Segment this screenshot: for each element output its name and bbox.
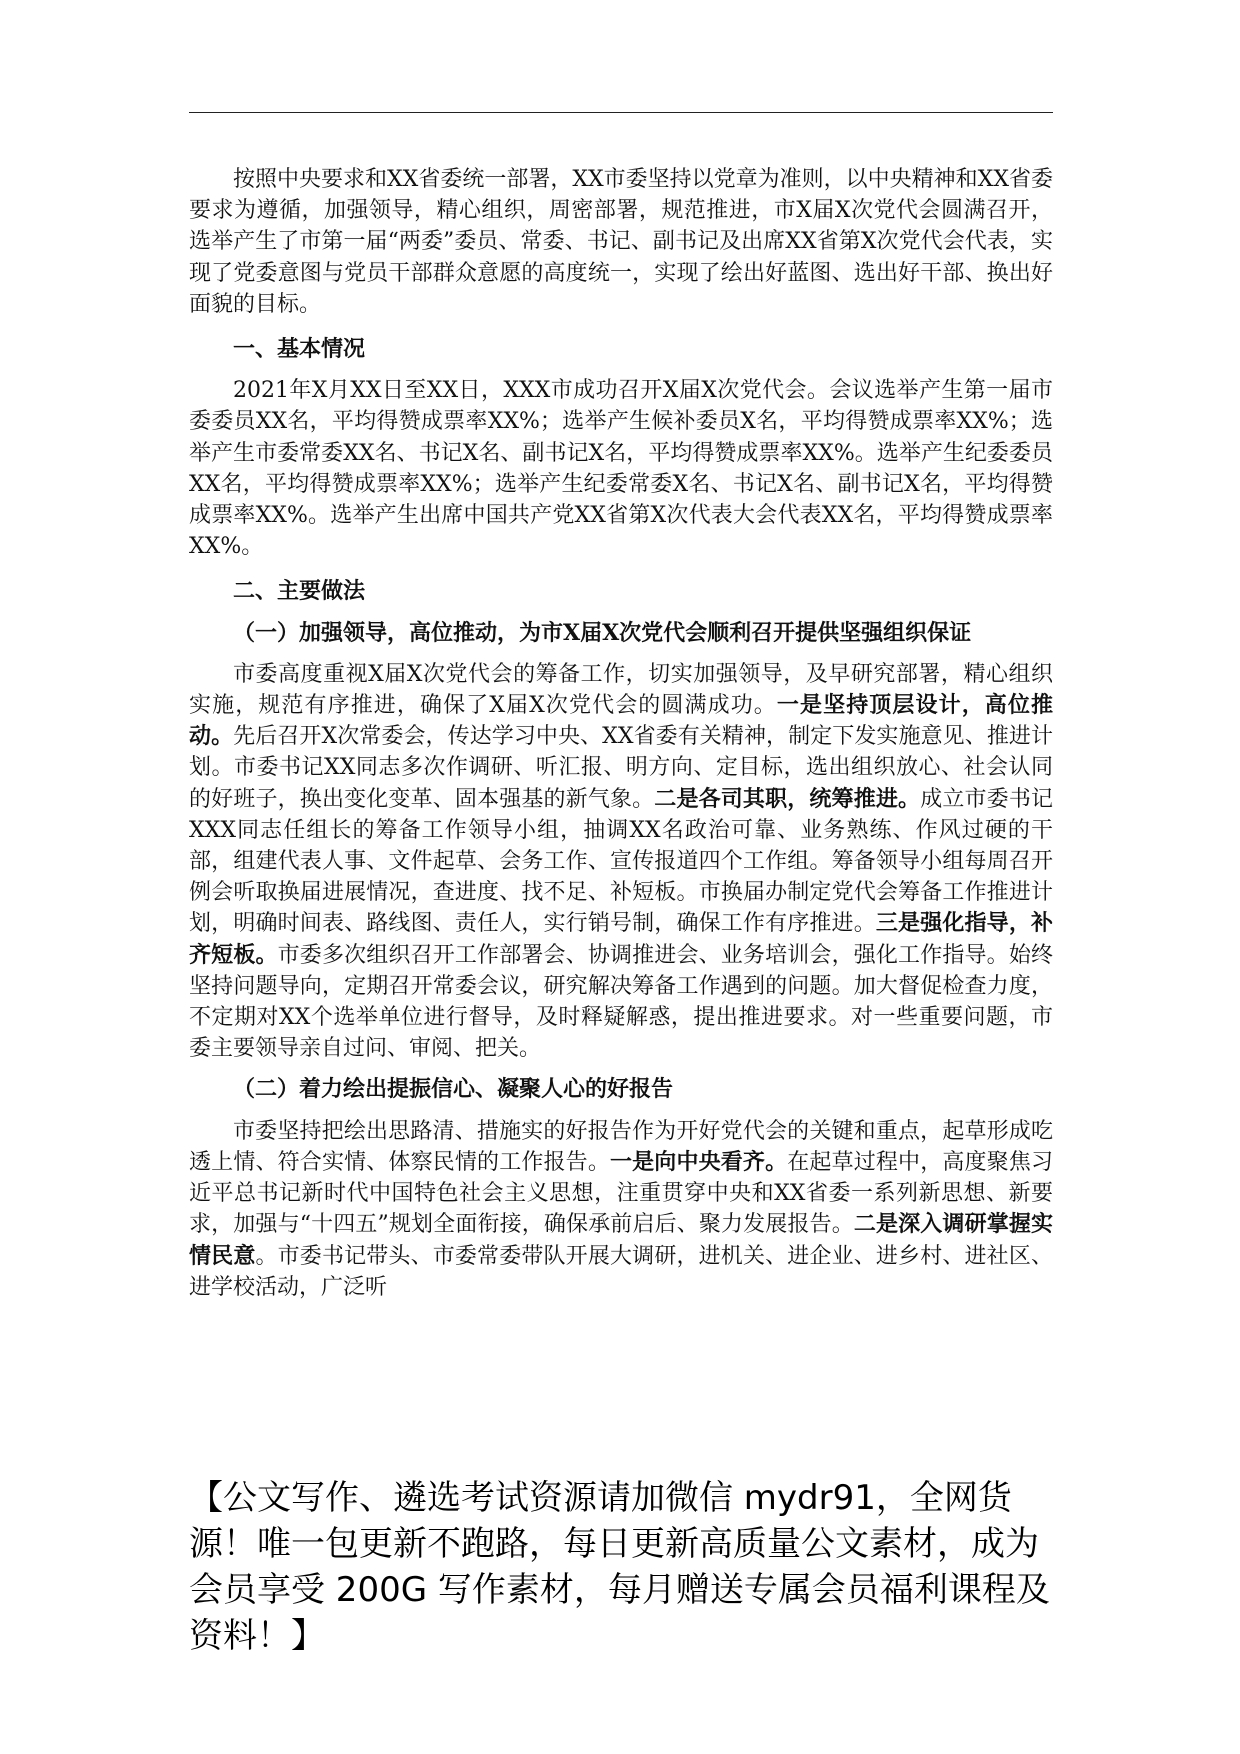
paragraph-text: 在起草过程中，高度聚焦习近平总书记新时代中国特色社会主义思想，注重贯穿中央和XX省委一系列新思想、新要求，加强与“十四五”规划全面衔接，确保承前启后、聚力发展报告。 bbox=[189, 1149, 1053, 1238]
emphasis-text: 二是深入调研掌握实情民意 bbox=[189, 1211, 1053, 1269]
paragraph-text: 市委高度重视X届X次党代会的筹备工作，切实加强领导，及早研究部署，精心组织实施，规范有序推进，确保了X届X次党代会的圆满成功。 bbox=[189, 661, 1053, 719]
intro-paragraph: 按照中央要求和XX省委统一部署，XX市委坚持以党章为准则，以中央精神和XX省委要求为遵循，加强领导，精心组织，周密部署，规范推进，市X届X次党代会圆满召开，选举产生了市第一届“两委”委员、常委、书记、副书记及出席XX省第X次党代会代表，实现了党委意图与党员干部群众意愿的高度统一，实现了绘出好蓝图、选出好干部、换出好面貌的目标。 bbox=[189, 167, 1053, 317]
promo-banner-text: 【公文写作、遴选考试资源请加微信 mydr91，全网货源！唯一包更新不跑路，每日更新高质量公文素材，成为会员享受 200G 写作素材，每月赠送专属会员福利课程及资料！】 bbox=[189, 1478, 1050, 1656]
paragraph-text: 市委多次组织召开工作部署会、协调推进会、业务培训会，强化工作指导。始终坚持问题导向，定期召开常委会议，研究解决筹备工作遇到的问题。加大督促检查力度，不定期对XX个选举单位进行督导，及时释疑解惑，提出推进要求。对一些重要问题，市委主要领导亲自过问、审阅、把关。 bbox=[189, 942, 1053, 1062]
subsection-heading-2: （二）着力绘出提振信心、凝聚人心的好报告 bbox=[233, 1076, 674, 1103]
paragraph-text: 。市委书记带头、市委常委带队开展大调研，进机关、进企业、进乡村、进社区、进学校活动，广泛听 bbox=[189, 1243, 1053, 1300]
document-body bbox=[189, 164, 1053, 1303]
section-heading-basic: 一、基本情况 bbox=[233, 336, 366, 363]
header-rule bbox=[189, 112, 1053, 113]
subsection-paragraph-2 bbox=[189, 1116, 1053, 1303]
emphasis-text: 一是向中央看齐。 bbox=[609, 1148, 788, 1175]
paragraph-text: 市委坚持把绘出思路清、措施实的好报告作为开好党代会的关键和重点，起草形成吃透上情、符合实情、体察民情的工作报告。 bbox=[189, 1118, 1053, 1175]
section-paragraph-basic: 2021年X月XX日至XX日，XXX市成功召开X届X次党代会。会议选举产生第一届市委委员XX名，平均得赞成票率XX%；选举产生候补委员X名，平均得赞成票率XX%；选举产生市委常委XX名、书记X名、副书记X名，平均得赞成票率XX%。选举产生纪委委员XX名，平均得赞成票率XX%；选举产生纪委常委X名、书记X名、副书记X名，平均得赞成票率XX%。选举产生出席中国共产党XX省第X次代表大会代表XX名，平均得赞成票率XX%。 bbox=[189, 378, 1053, 560]
text-fade-overlay bbox=[160, 1400, 1080, 1444]
emphasis-text: 三是强化指导，补齐短板。 bbox=[189, 910, 1053, 968]
subsection-paragraph-1 bbox=[189, 659, 1053, 1065]
section-heading-methods: 二、主要做法 bbox=[233, 578, 366, 605]
emphasis-text: 二是各司其职，统筹推进。 bbox=[654, 785, 921, 812]
subsection-heading-1: （一）加强领导，高位推动，为市X届X次党代会顺利召开提供坚强组织保证 bbox=[233, 619, 972, 646]
emphasis-text: 一是坚持顶层设计，高位推动。 bbox=[189, 692, 1053, 750]
paragraph-text: 成立市委书记XXX同志任组长的筹备工作领导小组，抽调XX名政治可靠、业务熟练、作风过硬的干部，组建代表人事、文件起草、会务工作、宣传报道四个工作组。筹备领导小组每周召开例会听取换届进展情况，查进度、找不足、补短板。市换届办制定党代会筹备工作推进计划，明确时间表、路线图、责任人，实行销号制，确保工作有序推进。 bbox=[189, 786, 1053, 937]
paragraph-text: 先后召开X次常委会，传达学习中央、XX省委有关精神，制定下发实施意见、推进计划。市委书记XX同志多次作调研、听汇报、明方向、定目标，选出组织放心、社会认同的好班子，换出变化变革、固本强基的新气象。 bbox=[189, 724, 1053, 812]
